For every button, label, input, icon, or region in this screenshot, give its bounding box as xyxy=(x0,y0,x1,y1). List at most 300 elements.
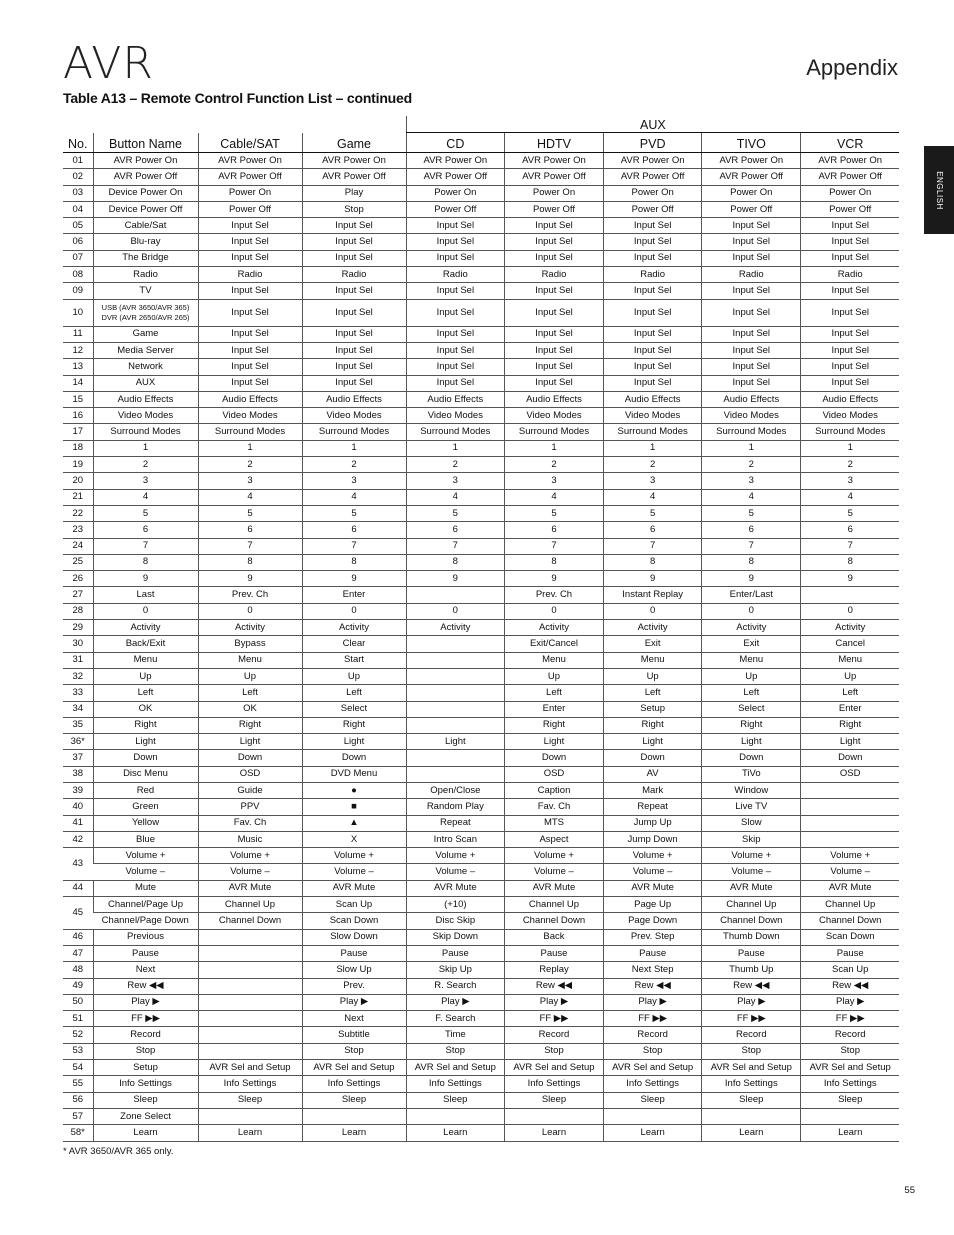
table-cell: Input Sel xyxy=(302,342,406,358)
table-cell: Stop xyxy=(801,1043,900,1059)
table-cell: 5 xyxy=(406,505,505,521)
table-row xyxy=(63,169,899,185)
table-cell: Prev. xyxy=(302,978,406,994)
table-cell: 1 xyxy=(198,440,302,456)
table-cell: Channel Down xyxy=(505,913,604,929)
table-cell: Input Sel xyxy=(302,218,406,234)
table-cell: AVR Power Off xyxy=(801,169,900,185)
table-cell xyxy=(406,652,505,668)
row-number: 27 xyxy=(63,587,93,603)
row-number: 55 xyxy=(63,1076,93,1092)
table-cell: 9 xyxy=(93,571,198,587)
table-row xyxy=(63,701,899,717)
table-row xyxy=(63,717,899,733)
table-cell: 0 xyxy=(603,603,702,619)
table-cell: Cable/Sat xyxy=(93,218,198,234)
table-row xyxy=(63,522,899,538)
footnote: * AVR 3650/AVR 365 only. xyxy=(63,1146,174,1157)
row-number: 35 xyxy=(63,717,93,733)
table-cell: Input Sel xyxy=(702,342,801,358)
table-cell: Input Sel xyxy=(603,359,702,375)
table-row xyxy=(63,391,899,407)
row-number: 29 xyxy=(63,620,93,636)
table-cell: Music xyxy=(198,831,302,847)
table-cell: Page Up xyxy=(603,897,702,913)
table-row xyxy=(63,587,899,603)
table-cell: Input Sel xyxy=(801,234,900,250)
table-cell: Sleep xyxy=(198,1092,302,1108)
table-cell: Down xyxy=(302,750,406,766)
table-row xyxy=(63,299,899,326)
table-cell: 6 xyxy=(702,522,801,538)
table-cell: Menu xyxy=(198,652,302,668)
table-cell: Window xyxy=(702,782,801,798)
table-cell: 7 xyxy=(702,538,801,554)
table-cell: Input Sel xyxy=(702,375,801,391)
row-number: 28 xyxy=(63,603,93,619)
table-cell: Time xyxy=(406,1027,505,1043)
column-header: Button Name xyxy=(93,133,198,153)
table-cell: 3 xyxy=(801,473,900,489)
row-number: 15 xyxy=(63,391,93,407)
table-cell: Input Sel xyxy=(302,234,406,250)
row-number: 58* xyxy=(63,1125,93,1141)
table-row xyxy=(63,782,899,798)
table-cell: Up xyxy=(93,668,198,684)
table-cell: Info Settings xyxy=(702,1076,801,1092)
table-cell: Input Sel xyxy=(505,299,604,326)
table-cell: Rew ◀◀ xyxy=(505,978,604,994)
table-cell: AVR Sel and Setup xyxy=(302,1060,406,1076)
table-cell: AV xyxy=(603,766,702,782)
table-cell: Repeat xyxy=(406,815,505,831)
table-row xyxy=(63,603,899,619)
table-cell: Bypass xyxy=(198,636,302,652)
table-cell: Game xyxy=(93,326,198,342)
table-cell: AVR Power Off xyxy=(406,169,505,185)
table-cell: PPV xyxy=(198,799,302,815)
table-cell: 9 xyxy=(702,571,801,587)
table-cell: Record xyxy=(801,1027,900,1043)
table-row xyxy=(63,267,899,283)
table-cell: Jump Down xyxy=(603,831,702,847)
table-cell: Caption xyxy=(505,782,604,798)
table-cell: AVR Power On xyxy=(505,153,604,169)
row-number: 41 xyxy=(63,815,93,831)
header-spacer xyxy=(63,116,406,133)
table-cell: Scan Up xyxy=(302,897,406,913)
table-cell: Input Sel xyxy=(603,218,702,234)
row-number: 03 xyxy=(63,185,93,201)
column-header: PVD xyxy=(603,133,702,153)
table-cell: Up xyxy=(302,668,406,684)
table-row xyxy=(63,1076,899,1092)
row-number: 26 xyxy=(63,571,93,587)
table-cell: 2 xyxy=(505,457,604,473)
table-cell xyxy=(603,1108,702,1124)
table-cell: Input Sel xyxy=(702,283,801,299)
table-cell: 4 xyxy=(406,489,505,505)
table-cell: Pause xyxy=(93,945,198,961)
table-cell xyxy=(198,1011,302,1027)
table-cell xyxy=(198,1043,302,1059)
table-cell xyxy=(406,587,505,603)
table-cell: Volume + xyxy=(93,848,198,864)
table-cell: Power Off xyxy=(505,201,604,217)
table-cell: 2 xyxy=(93,457,198,473)
table-cell: Activity xyxy=(302,620,406,636)
table-cell: 7 xyxy=(302,538,406,554)
table-cell: Setup xyxy=(93,1060,198,1076)
table-cell: Info Settings xyxy=(198,1076,302,1092)
row-number: 32 xyxy=(63,668,93,684)
table-cell: 2 xyxy=(603,457,702,473)
table-row xyxy=(63,1011,899,1027)
table-cell: OK xyxy=(93,701,198,717)
table-cell: Rew ◀◀ xyxy=(702,978,801,994)
row-number: 47 xyxy=(63,945,93,961)
table-cell: Pause xyxy=(406,945,505,961)
table-cell: Input Sel xyxy=(302,250,406,266)
table-cell: Menu xyxy=(505,652,604,668)
table-cell: Volume + xyxy=(406,848,505,864)
row-number: 50 xyxy=(63,994,93,1010)
table-cell: Video Modes xyxy=(702,408,801,424)
table-row xyxy=(63,283,899,299)
table-cell: Input Sel xyxy=(198,234,302,250)
table-cell: AVR Sel and Setup xyxy=(406,1060,505,1076)
table-cell: 0 xyxy=(702,603,801,619)
table-cell: Stop xyxy=(603,1043,702,1059)
table-cell: Intro Scan xyxy=(406,831,505,847)
table-cell: Input Sel xyxy=(406,375,505,391)
table-cell: Up xyxy=(198,668,302,684)
row-number: 36* xyxy=(63,734,93,750)
table-cell: Prev. Step xyxy=(603,929,702,945)
table-cell: AVR Power On xyxy=(702,153,801,169)
table-row xyxy=(63,342,899,358)
table-cell: Volume + xyxy=(505,848,604,864)
table-cell: Exit/Cancel xyxy=(505,636,604,652)
table-cell: FF ▶▶ xyxy=(93,1011,198,1027)
table-cell: Volume – xyxy=(505,864,604,880)
table-cell: Pause xyxy=(801,945,900,961)
cell-line: USB (AVR 3650/AVR 365) xyxy=(101,302,190,312)
table-cell: Input Sel xyxy=(198,218,302,234)
table-cell: Input Sel xyxy=(505,375,604,391)
table-cell: 7 xyxy=(801,538,900,554)
table-cell: Input Sel xyxy=(801,250,900,266)
table-cell: Input Sel xyxy=(406,218,505,234)
row-number: 01 xyxy=(63,153,93,169)
table-cell: Left xyxy=(505,685,604,701)
table-cell: Thumb Down xyxy=(702,929,801,945)
table-cell: Enter xyxy=(505,701,604,717)
table-cell xyxy=(505,1108,604,1124)
table-cell: 1 xyxy=(702,440,801,456)
table-cell: Play ▶ xyxy=(702,994,801,1010)
table-cell: Mute xyxy=(93,880,198,896)
table-cell: Stop xyxy=(93,1043,198,1059)
table-cell xyxy=(406,636,505,652)
table-cell xyxy=(406,717,505,733)
table-cell: Stop xyxy=(406,1043,505,1059)
table-cell: Pause xyxy=(603,945,702,961)
column-header: HDTV xyxy=(505,133,604,153)
table-cell: Info Settings xyxy=(302,1076,406,1092)
row-number: 19 xyxy=(63,457,93,473)
table-cell: Audio Effects xyxy=(198,391,302,407)
table-cell: Play ▶ xyxy=(801,994,900,1010)
table-cell: Next Step xyxy=(603,962,702,978)
table-cell: AVR Mute xyxy=(406,880,505,896)
table-cell: Channel Up xyxy=(505,897,604,913)
table-cell: Radio xyxy=(702,267,801,283)
table-cell: Learn xyxy=(505,1125,604,1141)
table-cell: Play ▶ xyxy=(505,994,604,1010)
table-cell: 9 xyxy=(406,571,505,587)
row-number: 34 xyxy=(63,701,93,717)
table-cell: Power On xyxy=(603,185,702,201)
table-cell: F. Search xyxy=(406,1011,505,1027)
table-row xyxy=(63,326,899,342)
table-cell: Sleep xyxy=(406,1092,505,1108)
table-cell: Input Sel xyxy=(505,234,604,250)
table-cell: Last xyxy=(93,587,198,603)
column-header: CD xyxy=(406,133,505,153)
table-cell: Down xyxy=(801,750,900,766)
table-cell: Volume – xyxy=(198,864,302,880)
table-row xyxy=(63,929,899,945)
table-cell: Input Sel xyxy=(801,359,900,375)
table-cell: Volume – xyxy=(603,864,702,880)
table-cell xyxy=(406,750,505,766)
table-cell: Fav. Ch xyxy=(505,799,604,815)
table-cell: 4 xyxy=(302,489,406,505)
table-cell: Record xyxy=(93,1027,198,1043)
table-cell xyxy=(801,782,900,798)
table-cell: Volume – xyxy=(302,864,406,880)
table-cell: Right xyxy=(505,717,604,733)
language-tab-label: ENGLISH xyxy=(934,170,944,210)
table-row xyxy=(63,913,899,929)
table-cell: Scan Up xyxy=(801,962,900,978)
table-cell: Disc Menu xyxy=(93,766,198,782)
table-cell: Surround Modes xyxy=(801,424,900,440)
table-cell: 8 xyxy=(406,554,505,570)
table-cell: AVR Mute xyxy=(302,880,406,896)
table-cell: Audio Effects xyxy=(603,391,702,407)
table-title: Table A13 – Remote Control Function List – continued xyxy=(63,90,412,106)
table-cell: Input Sel xyxy=(302,283,406,299)
remote-function-table xyxy=(63,116,899,1142)
table-cell: AVR Mute xyxy=(603,880,702,896)
table-cell: Subtitle xyxy=(302,1027,406,1043)
table-cell: Activity xyxy=(93,620,198,636)
table-cell: Input Sel xyxy=(603,250,702,266)
table-cell: 1 xyxy=(801,440,900,456)
row-number: 17 xyxy=(63,424,93,440)
table-row xyxy=(63,880,899,896)
table-cell: Video Modes xyxy=(406,408,505,424)
table-cell: Surround Modes xyxy=(406,424,505,440)
table-cell: Replay xyxy=(505,962,604,978)
table-cell xyxy=(198,978,302,994)
table-cell: Channel Down xyxy=(702,913,801,929)
table-cell: Channel Up xyxy=(801,897,900,913)
table-cell: The Bridge xyxy=(93,250,198,266)
table-cell: Input Sel xyxy=(198,283,302,299)
table-row xyxy=(63,408,899,424)
table-cell: Light xyxy=(702,734,801,750)
table-cell: Input Sel xyxy=(801,375,900,391)
table-cell xyxy=(198,1027,302,1043)
table-cell: Input Sel xyxy=(505,359,604,375)
table-row xyxy=(63,766,899,782)
table-cell: Select xyxy=(702,701,801,717)
row-number: 42 xyxy=(63,831,93,847)
table-cell: 5 xyxy=(198,505,302,521)
table-row xyxy=(63,962,899,978)
table-cell: Skip Up xyxy=(406,962,505,978)
table-cell: Input Sel xyxy=(302,359,406,375)
table-cell: Blue xyxy=(93,831,198,847)
table-cell: Activity xyxy=(801,620,900,636)
table-cell: Video Modes xyxy=(505,408,604,424)
table-cell: Back xyxy=(505,929,604,945)
table-cell: Back/Exit xyxy=(93,636,198,652)
table-cell: 4 xyxy=(702,489,801,505)
table-cell: Video Modes xyxy=(801,408,900,424)
table-cell: Power Off xyxy=(198,201,302,217)
table-cell: Pause xyxy=(505,945,604,961)
table-cell: Input Sel xyxy=(603,342,702,358)
table-row xyxy=(63,375,899,391)
table-cell: AUX xyxy=(93,375,198,391)
table-row xyxy=(63,218,899,234)
table-cell: 8 xyxy=(603,554,702,570)
table-cell: Radio xyxy=(603,267,702,283)
table-cell: Rew ◀◀ xyxy=(603,978,702,994)
table-cell: 2 xyxy=(406,457,505,473)
table-cell xyxy=(302,1108,406,1124)
table-cell: Jump Up xyxy=(603,815,702,831)
table-cell: (+10) xyxy=(406,897,505,913)
table-cell: Left xyxy=(801,685,900,701)
row-number: 56 xyxy=(63,1092,93,1108)
table-cell: AVR Sel and Setup xyxy=(603,1060,702,1076)
table-cell: Sleep xyxy=(603,1092,702,1108)
table-cell: OK xyxy=(198,701,302,717)
table-cell: Input Sel xyxy=(702,234,801,250)
column-header: VCR xyxy=(801,133,900,153)
table-cell: AVR Power Off xyxy=(93,169,198,185)
table-cell: Exit xyxy=(603,636,702,652)
table-cell xyxy=(801,799,900,815)
table-cell: Menu xyxy=(801,652,900,668)
table-cell: 6 xyxy=(406,522,505,538)
table-cell: Input Sel xyxy=(801,342,900,358)
table-cell: Skip xyxy=(702,831,801,847)
table-cell xyxy=(801,831,900,847)
table-cell: Setup xyxy=(603,701,702,717)
table-cell: Fav. Ch xyxy=(198,815,302,831)
table-cell: TiVo xyxy=(702,766,801,782)
table-cell xyxy=(801,1108,900,1124)
table-row xyxy=(63,424,899,440)
table-cell: AVR Power On xyxy=(302,153,406,169)
row-number: 20 xyxy=(63,473,93,489)
row-number: 48 xyxy=(63,962,93,978)
table-cell: Power Off xyxy=(603,201,702,217)
table-cell xyxy=(198,945,302,961)
row-number: 10 xyxy=(63,299,93,326)
table-cell xyxy=(406,701,505,717)
table-cell: Light xyxy=(801,734,900,750)
table-cell: ■ xyxy=(302,799,406,815)
table-cell: Record xyxy=(505,1027,604,1043)
table-cell: Input Sel xyxy=(603,326,702,342)
table-cell: Input Sel xyxy=(505,218,604,234)
table-cell: 0 xyxy=(505,603,604,619)
row-number: 25 xyxy=(63,554,93,570)
table-cell: OSD xyxy=(801,766,900,782)
table-cell xyxy=(406,1108,505,1124)
table-cell: 6 xyxy=(302,522,406,538)
table-cell: Clear xyxy=(302,636,406,652)
table-cell: Previous xyxy=(93,929,198,945)
table-cell: Input Sel xyxy=(198,375,302,391)
table-row xyxy=(63,1092,899,1108)
table-cell: 1 xyxy=(302,440,406,456)
table-cell: Learn xyxy=(93,1125,198,1141)
table-cell: 3 xyxy=(406,473,505,489)
table-cell: Left xyxy=(603,685,702,701)
table-cell: Disc Skip xyxy=(406,913,505,929)
table-row xyxy=(63,994,899,1010)
table-cell: 5 xyxy=(302,505,406,521)
table-cell: Up xyxy=(603,668,702,684)
table-cell: Yellow xyxy=(93,815,198,831)
table-cell: Volume + xyxy=(702,848,801,864)
table-cell: 5 xyxy=(702,505,801,521)
table-cell: 3 xyxy=(93,473,198,489)
table-cell: Video Modes xyxy=(603,408,702,424)
table-cell: Activity xyxy=(702,620,801,636)
table-cell: Input Sel xyxy=(505,250,604,266)
row-number: 05 xyxy=(63,218,93,234)
table-cell: Info Settings xyxy=(93,1076,198,1092)
table-cell xyxy=(198,1108,302,1124)
table-cell: 7 xyxy=(93,538,198,554)
section-title: Appendix xyxy=(806,55,898,80)
table-cell: 7 xyxy=(198,538,302,554)
table-row xyxy=(63,554,899,570)
table-cell: Input Sel xyxy=(406,326,505,342)
table-cell: Media Server xyxy=(93,342,198,358)
table-cell: AVR Mute xyxy=(198,880,302,896)
table-cell: 5 xyxy=(93,505,198,521)
table-cell: Menu xyxy=(93,652,198,668)
row-number: 54 xyxy=(63,1060,93,1076)
table-cell: Input Sel xyxy=(801,299,900,326)
table-cell: 8 xyxy=(198,554,302,570)
table-cell: Right xyxy=(801,717,900,733)
table-row xyxy=(63,538,899,554)
avr-logo: AVR xyxy=(63,38,154,89)
table-cell: 8 xyxy=(801,554,900,570)
table-cell: Video Modes xyxy=(93,408,198,424)
